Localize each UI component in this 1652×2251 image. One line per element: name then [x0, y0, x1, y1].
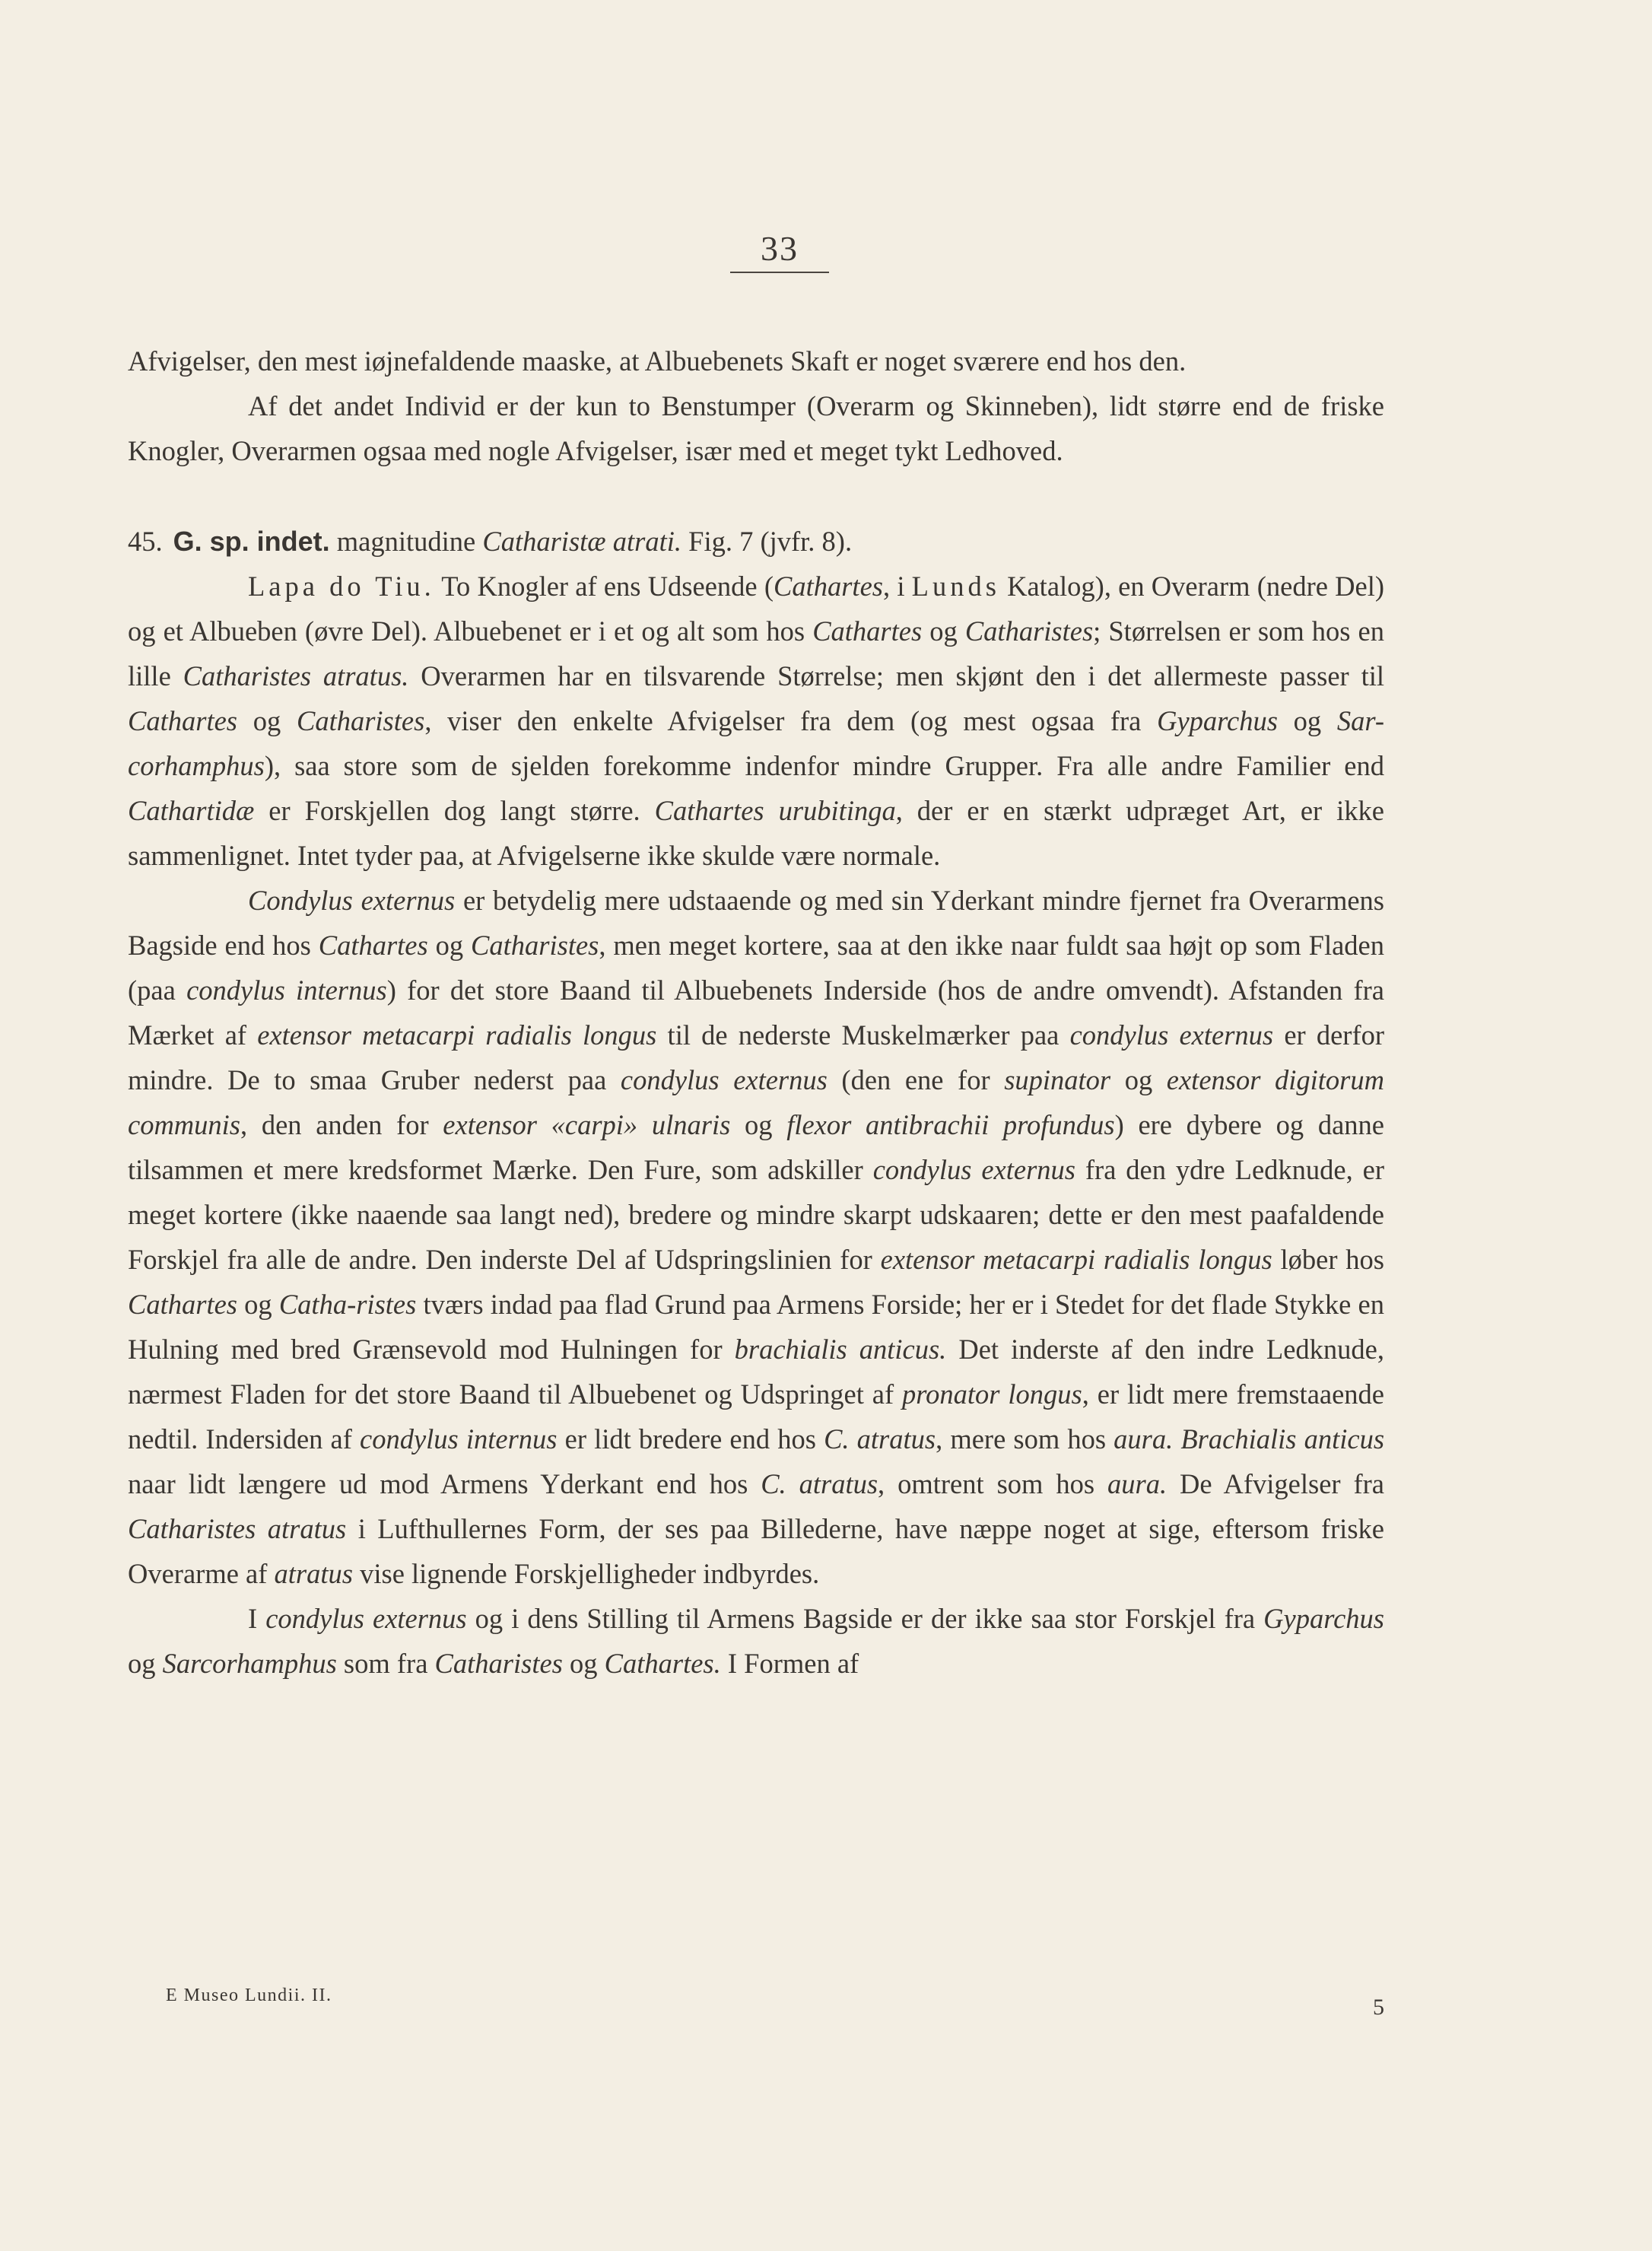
entry-genus: G. sp. indet.: [173, 526, 330, 557]
page-number: 33: [730, 228, 829, 273]
locality: Lapa do Tiu.: [248, 571, 435, 602]
paragraph-condylus-externus: Condylus externus er betydelig mere udstaaende og med sin Yderkant mindre fjernet fra Overarmens Bagside end hos Cathartes og Catharistes, men meget kortere, saa at den ikke naar fuldt saa højt op som Fladen (paa condylus internus) for det store Baand til Albuebenets Inderside (hos de andre omvendt). Afstanden fra Mærket af extensor metacarpi radialis longus til de nederste Muskelmærker paa condylus externus er derfor mindre. De to smaa Gruber nederst paa condylus externus (den ene for supinator og extensor digitorum communis, den anden for extensor «carpi» ulnaris og flexor antibrachii profundus) ere dybere og danne tilsammen et mere kredsformet Mærke. Den Fure, som adskiller condylus externus fra den ydre Ledknude, er meget kortere (ikke naaende saa langt ned), bredere og mindre skarpt udskaaren; dette er den mest paafaldende Forskjel fra alle de andre. Den inderste Del af Udspringslinien for extensor metacarpi radialis longus løber hos Cathartes og Catha-ristes tværs indad paa flad Grund paa Armens Forside; her er i Stedet for det flade Stykke en Hulning med bred Grænsevold mod Hulningen for brachialis anticus. Det inderste af den indre Ledknude, nærmest Fladen for det store Baand til Albuebenet og Udspringet af pronator longus, er lidt mere fremstaaende nedtil. Indersiden af condylus internus er lidt bredere end hos C. atratus, mere som hos aura. Brachialis anticus naar lidt længere ud mod Armens Yderkant end hos C. atratus, omtrent som hos aura. De Afvigelser fra Catharistes atratus i Lufthullernes Form, der ses paa Billederne, have næppe noget at sige, eftersom friske Overarme af atratus vise lignende Forskjelligheder indbyrdes.: [128, 885, 1385, 1589]
paragraph-second-individual: Af det andet Individ er der kun to Benstumper (Overarm og Skinneben), lidt større end de friske Knogler, Overarmen ogsaa med nogle Afvigelser, især med et meget tykt Ledhoved.: [128, 390, 1384, 466]
taxon-name: Catharistæ atrati.: [482, 526, 682, 557]
paragraph-comparison: I condylus externus og i dens Stilling til Armens Bagside er der ikke saa stor Forskjel fra Gyparchus og Sarcorhamphus som fra Catharistes og Cathartes. I Formen af: [128, 1603, 1384, 1679]
author-name: Lunds: [911, 571, 1000, 602]
species-entry-heading: 45. G. sp. indet. magnitudine Catharistæ atrati. Fig. 7 (jvfr. 8).: [128, 526, 853, 557]
page-footer: [166, 1986, 1384, 2024]
signature-mark: E Museo Lundii. II.: [166, 1986, 332, 2005]
body-text: [128, 339, 1384, 1686]
paragraph-continuation: Afvigelser, den mest iøjnefaldende maaske, at Albuebenets Skaft er noget sværere end hos den.: [128, 345, 1187, 377]
paragraph-specimen-description: Lapa do Tiu. To Knogler af ens Udseende (Cathartes, i Lunds Katalog), en Overarm (nedre Del) og et Albueben (øvre Del). Albuebenet er i et og alt som hos Cathartes og Catharistes; Størrelsen er som hos en lille Catharistes atratus. Overarmen har en tilsvarende Størrelse; men skjønt den i det allermeste passer til Cathartes og Catharistes, viser den enkelte Afvigelser fra dem (og mest ogsaa fra Gyparchus og Sar-corhamphus), saa store som de sjelden forekomme indenfor mindre Grupper. Fra alle andre Familier end Cathartidæ er Forskjellen dog langt større. Cathartes urubitinga, der er en stærkt udpræget Art, er ikke sammenlignet. Intet tyder paa, at Afvigelserne ikke skulde være normale.: [128, 571, 1385, 871]
sheet-number: 5: [1373, 1995, 1384, 2020]
entry-number: 45.: [128, 526, 163, 557]
